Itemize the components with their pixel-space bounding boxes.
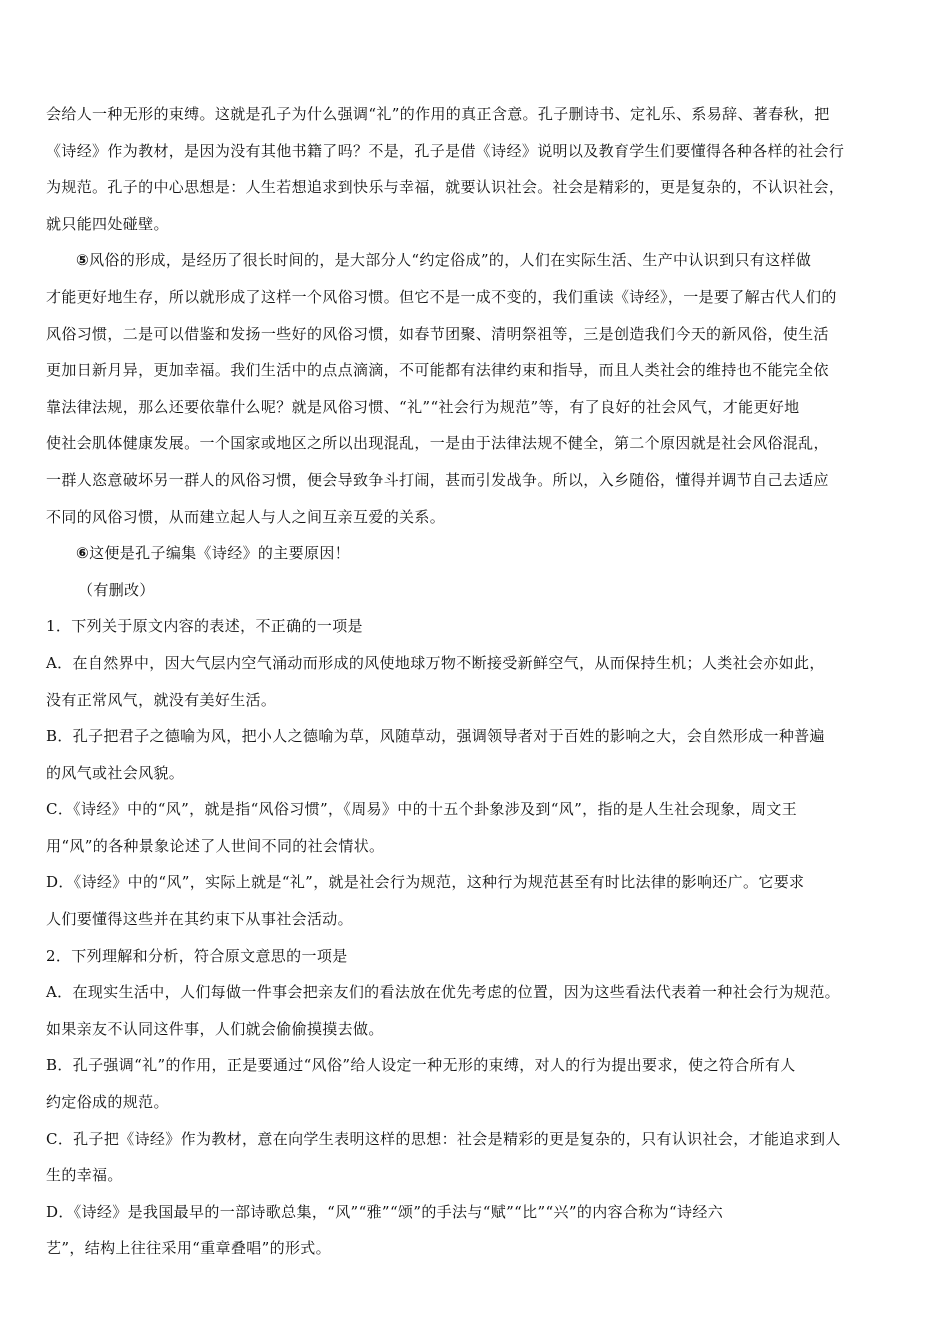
option-line: 艺”，结构上往往采用“重章叠唱”的形式。 — [46, 1239, 332, 1258]
option-line: C．《诗经》中的“风”，就是指“风俗习惯”，《周易》中的十五个卦象涉及到“风”，指的是人生社会现象，周文王 — [46, 800, 798, 819]
option-c — [46, 1121, 906, 1194]
option-line: D．《诗经》是我国最早的一部诗歌总集，“风”“雅”“颂”的手法与“赋”“比”“兴”的内容合称为“诗经六 — [46, 1202, 724, 1221]
paragraph-number-6: ⑥ — [76, 544, 90, 563]
text-line — [46, 242, 906, 279]
question-1 — [46, 608, 906, 937]
document-page — [46, 96, 906, 1267]
option-line: B．孔子强调“礼”的作用，正是要通过“风俗”给人设定一种无形的束缚，对人的行为提出要求，使之符合所有人 — [46, 1056, 796, 1075]
text-line: 不同的风俗习惯，从而建立起人与人之间互亲互爱的关系。 — [46, 507, 446, 526]
option-a — [46, 974, 906, 1047]
option-b — [46, 1047, 906, 1120]
passage-paragraph-5 — [46, 242, 906, 535]
option-line: 人们要懂得这些并在其约束下从事社会活动。 — [46, 910, 354, 929]
option-line: D．《诗经》中的“风”，实际上就是“礼”，就是社会行为规范，这种行为规范甚至有时比法律的影响还广。它要求 — [46, 873, 805, 892]
option-line: B．孔子把君子之德喻为风，把小人之德喻为草，风随草动，强调领导者对于百姓的影响之大，会自然形成一种普遍 — [46, 727, 825, 746]
question-2 — [46, 938, 906, 1267]
option-c — [46, 791, 906, 864]
passage-paragraph-6 — [46, 535, 906, 572]
text-line: 一群人恣意破坏另一群人的风俗习惯，便会导致争斗打闹，甚而引发战争。所以，入乡随俗，懂得并调节自己去适应 — [46, 470, 829, 489]
paragraph-number-5: ⑤ — [76, 251, 90, 270]
text-line: 靠法律法规，那么还要依靠什么呢？就是风俗习惯、“礼”“社会行为规范”等，有了良好的社会风气，才能更好地 — [46, 397, 800, 416]
question-stem: 1．下列关于原文内容的表述，不正确的一项是 — [46, 617, 363, 636]
question-stem: 2．下列理解和分析，符合原文意思的一项是 — [46, 946, 348, 965]
text-line — [46, 535, 906, 572]
option-b — [46, 718, 906, 791]
text-line: 就只能四处碰壁。 — [46, 214, 169, 233]
option-d — [46, 1194, 906, 1267]
text-line: 风俗习惯，二是可以借鉴和发扬一些好的风俗习惯，如春节团聚、清明祭祖等，三是创造我们今天的新风俗，使生活 — [46, 324, 829, 343]
text-line: 为规范。孔子的中心思想是：人生若想追求到快乐与幸福，就要认识社会。社会是精彩的，更是复杂的，不认识社会， — [46, 178, 845, 197]
option-line: 用“风”的各种景象论述了人世间不同的社会情状。 — [46, 836, 385, 855]
option-line: 如果亲友不认同这件事，人们就会偷偷摸摸去做。 — [46, 1019, 384, 1038]
option-line: 没有正常风气，就没有美好生活。 — [46, 690, 277, 709]
option-d — [46, 864, 906, 937]
text-line: 使社会肌体健康发展。一个国家或地区之所以出现混乱，一是由于法律法规不健全，第二个原因就是社会风俗混乱， — [46, 434, 829, 453]
option-line: 约定俗成的规范。 — [46, 1093, 169, 1112]
passage-paragraph-4-end — [46, 96, 906, 242]
text-line: 才能更好地生存，所以就形成了这样一个风俗习惯。但它不是一成不变的，我们重读《诗经》，一是要了解古代人们的 — [46, 287, 837, 306]
option-line: 的风气或社会风貌。 — [46, 763, 185, 782]
text-line-content: 风俗的形成，是经历了很长时间的，是大部分人“约定俗成”的，人们在实际生活、生产中认识到只有这样做 — [89, 251, 812, 270]
option-line: C．孔子把《诗经》作为教材，意在向学生表明这样的思想：社会是精彩的更是复杂的，只有认识社会，才能追求到人 — [46, 1129, 841, 1148]
option-line: A．在现实生活中，人们每做一件事会把亲友们的看法放在优先考虑的位置，因为这些看法代表着一种社会行为规范。 — [46, 983, 841, 1002]
source-note: （有删改） — [78, 580, 155, 599]
text-line-content: 这便是孔子编集《诗经》的主要原因！ — [89, 544, 351, 563]
text-line: 会给人一种无形的束缚。这就是孔子为什么强调“礼”的作用的真正含意。孔子删诗书、定礼乐、系易辞、著春秋，把 — [46, 105, 830, 123]
text-line: 《诗经》作为教材，是因为没有其他书籍了吗？不是，孔子是借《诗经》说明以及教育学生们要懂得各种各样的社会行 — [46, 141, 845, 160]
option-a — [46, 645, 906, 718]
text-line: 更加日新月异，更加幸福。我们生活中的点点滴滴，不可能都有法律约束和指导，而且人类社会的维持也不能完全依 — [46, 361, 829, 380]
option-line: 生的幸福。 — [46, 1166, 123, 1185]
option-line: A．在自然界中，因大气层内空气涌动而形成的风使地球万物不断接受新鲜空气，从而保持生机；人类社会亦如此， — [46, 653, 825, 672]
